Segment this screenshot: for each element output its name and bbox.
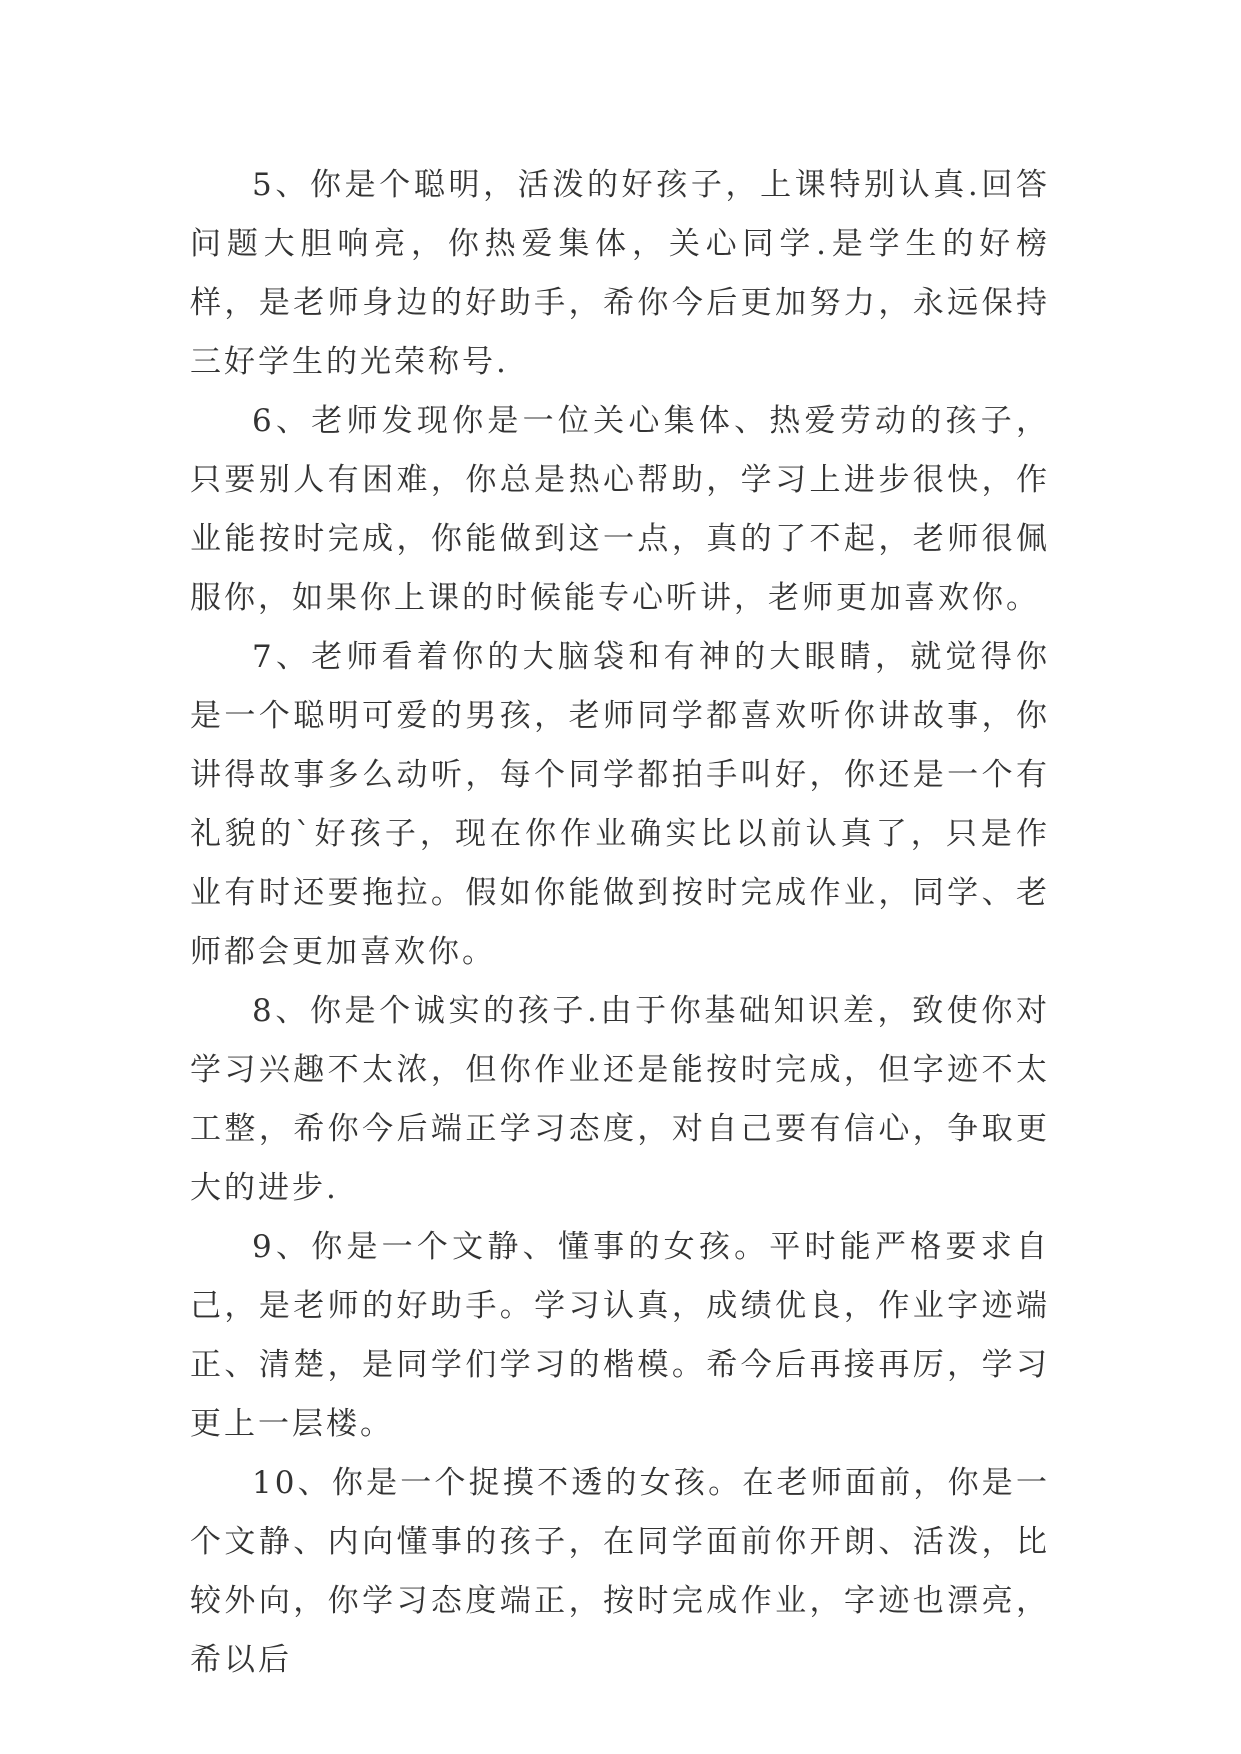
paragraph-6: 6、老师发现你是一位关心集体、热爱劳动的孩子，只要别人有困难，你总是热心帮助，学习上进步很快，作业能按时完成，你能做到这一点，真的了不起，老师很佩服你，如果你上课的时候能专心听讲，老师更加喜欢你。: [190, 403, 1050, 616]
paragraph-10: 10、你是一个捉摸不透的女孩。在老师面前，你是一个文静、内向懂事的孩子，在同学面前你开朗、活泼，比较外向，你学习态度端正，按时完成作业，字迹也漂亮，希以后: [190, 1465, 1050, 1678]
paragraph-9: 9、你是一个文静、懂事的女孩。平时能严格要求自己，是老师的好助手。学习认真，成绩优良，作业字迹端正、清楚，是同学们学习的楷模。希今后再接再厉，学习更上一层楼。: [190, 1229, 1050, 1442]
paragraph-7: 7、老师看着你的大脑袋和有神的大眼睛，就觉得你是一个聪明可爱的男孩，老师同学都喜欢听你讲故事，你讲得故事多么动听，每个同学都拍手叫好，你还是一个有礼貌的`好孩子，现在你作业确实比以前认真了，只是作业有时还要拖拉。假如你能做到按时完成作业，同学、老师都会更加喜欢你。: [190, 639, 1050, 970]
paragraph-5: 5、你是个聪明，活泼的好孩子，上课特别认真.回答问题大胆响亮，你热爱集体，关心同学.是学生的好榜样，是老师身边的好助手，希你今后更加努力，永远保持三好学生的光荣称号.: [190, 167, 1050, 380]
paragraph-8: 8、你是个诚实的孩子.由于你基础知识差，致使你对学习兴趣不太浓，但你作业还是能按时完成，但字迹不太工整，希你今后端正学习态度，对自己要有信心，争取更大的进步.: [190, 993, 1050, 1206]
document-body: [190, 156, 1050, 1690]
